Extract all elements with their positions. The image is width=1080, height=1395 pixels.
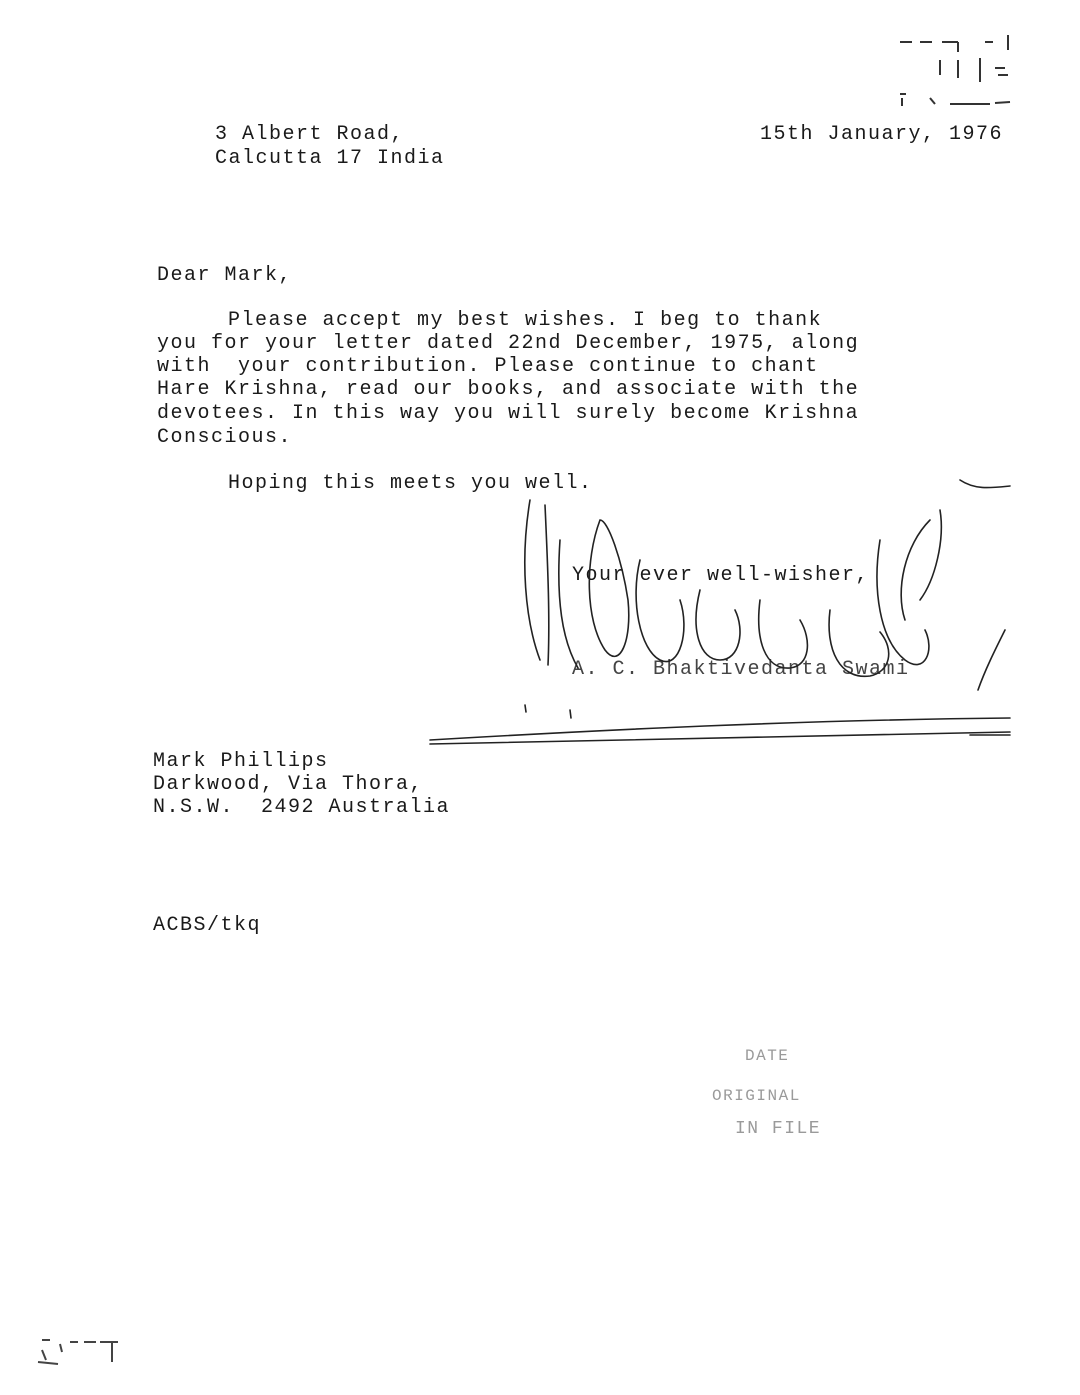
recipient-name: Mark Phillips	[153, 750, 329, 773]
recipient-address-line-3: N.S.W. 2492 Australia	[153, 796, 451, 819]
file-stamp-line-3: IN FILE	[735, 1119, 822, 1139]
valediction: Your ever well-wisher,	[572, 564, 870, 587]
body-line-4: Hare Krishna, read our books, and associate with the	[157, 378, 860, 401]
body-line-1: Please accept my best wishes. I beg to thank	[228, 309, 823, 332]
recipient-address-line-2: Darkwood, Via Thora,	[153, 773, 424, 796]
file-stamp-line-2: ORIGINAL	[712, 1087, 801, 1105]
body-line-2: you for your letter dated 22nd December, 1975, along	[157, 332, 860, 355]
letter-date: 15th January, 1976	[760, 123, 1004, 146]
body-line-5: devotees. In this way you will surely become Krishna	[157, 402, 860, 425]
sender-address-line-1: 3 Albert Road,	[215, 123, 405, 146]
body-line-3: with your contribution. Please continue to chant	[157, 355, 819, 378]
closing-line: Hoping this meets you well.	[228, 472, 593, 495]
body-line-6: Conscious.	[157, 426, 293, 449]
file-stamp-line-1: DATE	[745, 1047, 790, 1065]
salutation: Dear Mark,	[157, 264, 293, 287]
signatory-name: A. C. Bhaktivedanta Swami	[572, 658, 910, 681]
reference-initials: ACBS/tkq	[153, 914, 262, 937]
sender-address-line-2: Calcutta 17 India	[215, 147, 445, 170]
